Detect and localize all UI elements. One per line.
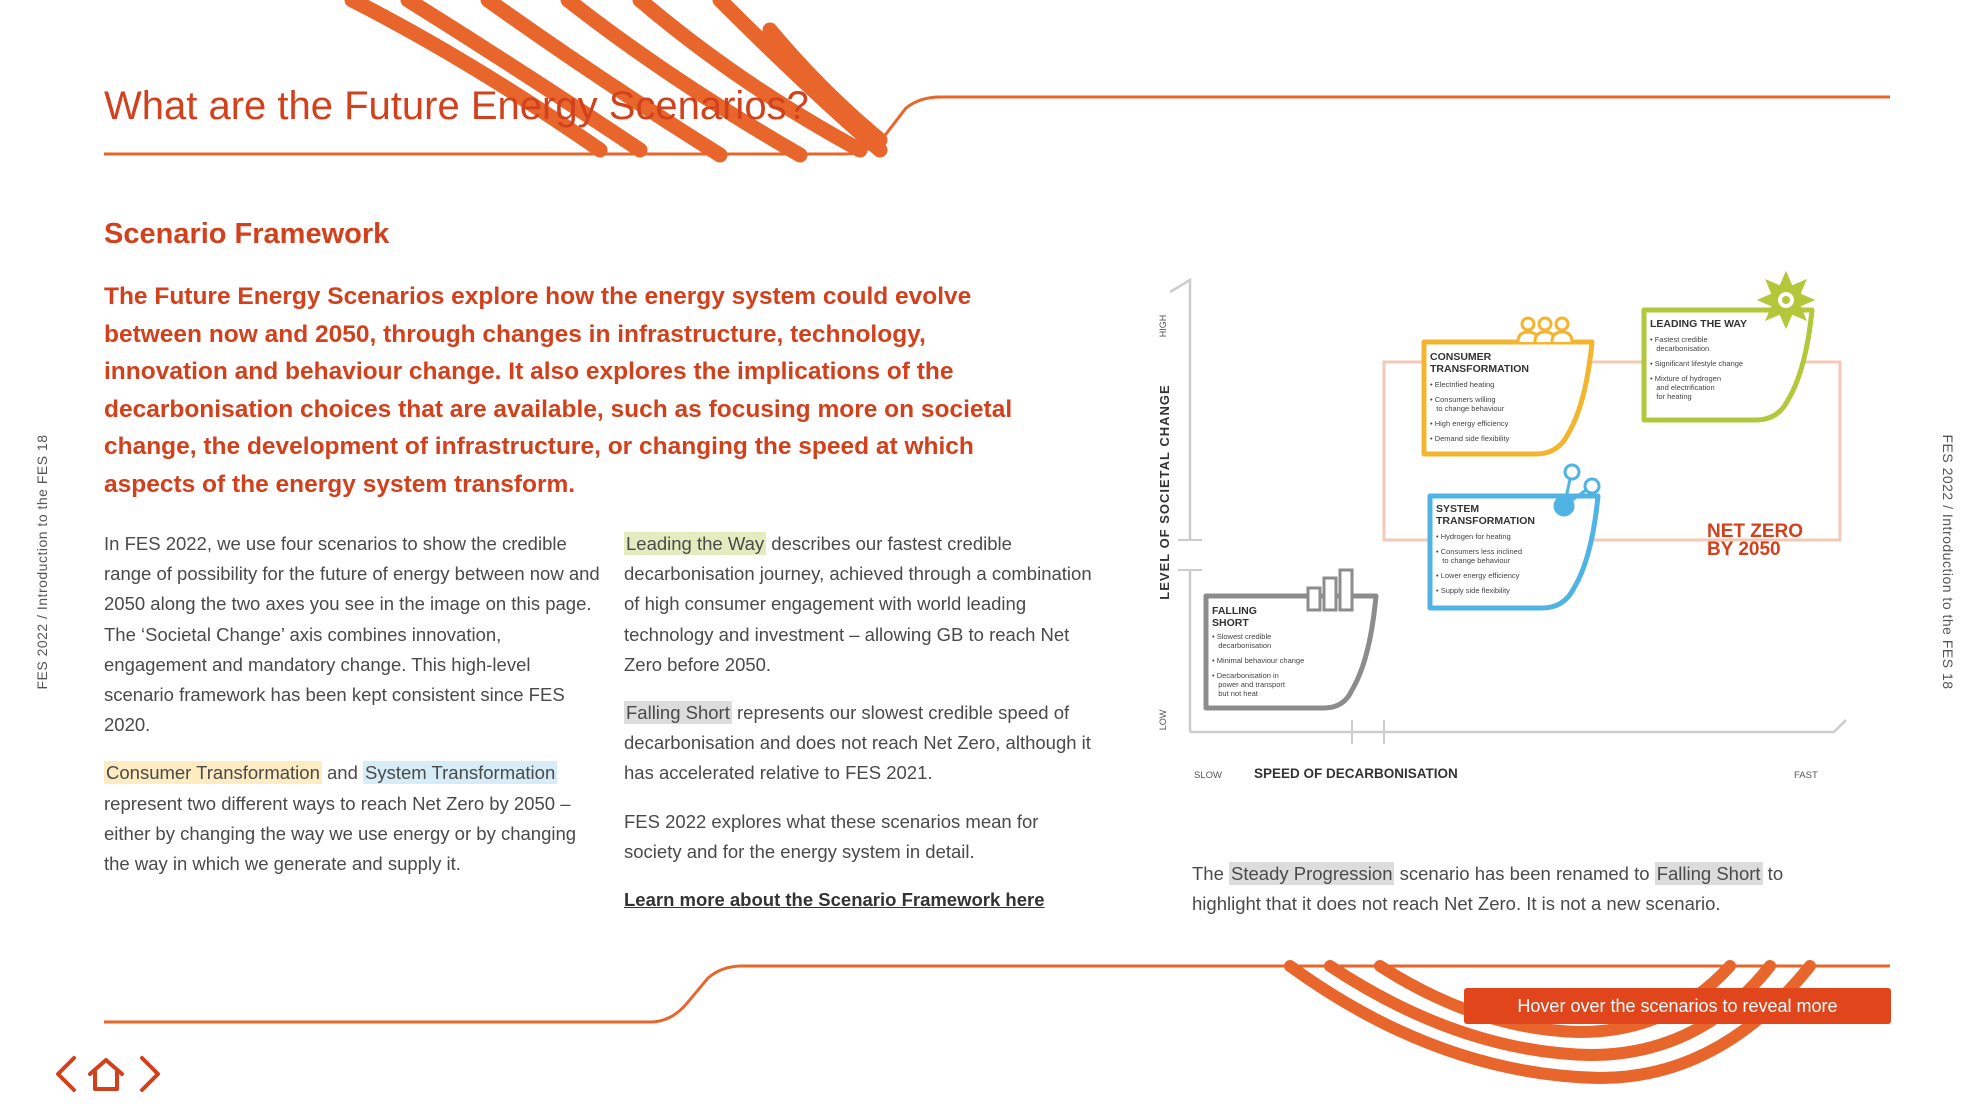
hover-reveal-button[interactable]: Hover over the scenarios to reveal more [1464,988,1891,1024]
x-axis [1190,720,1846,732]
scenario-falling-short[interactable] [1206,570,1376,708]
section-heading: Scenario Framework [104,218,390,250]
highlight-steady-progression[interactable]: Steady Progression [1231,863,1393,884]
highlight-falling-short[interactable]: Falling Short [626,702,730,724]
scenario-framework-link[interactable]: Learn more about the Scenario Framework here [624,889,1045,911]
y-high-label: HIGH [1158,314,1168,338]
y-low-label: LOW [1158,709,1168,731]
left-paragraph-2 [104,758,604,879]
note-mid: scenario has been renamed to [1394,863,1655,884]
falling-short-title-1: FALLING [1212,605,1257,617]
consumer-transformation-bullet: • Consumers willing [1430,395,1496,404]
rename-note [1192,859,1832,919]
leading-the-way-bullet: and electrification [1650,383,1715,392]
side-label-left [18,414,66,710]
left-paragraph-1: In FES 2022, we use four scenarios to show the credible range of possibility for the future of energy between now and 2050 along the two axes you see in the image on this page. The ‘Societal Change’ axis combines innovation, engagement and mandatory change. This high-level scenario framework has been kept consistent since FES 2020. [104,533,600,736]
leading-the-way-bullet: • Fastest credible [1650,335,1708,344]
consumer-transformation-title-2: TRANSFORMATION [1430,363,1529,375]
system-transformation-bullet: • Lower energy efficiency [1436,571,1520,580]
left-paragraph-2-rest: represent two different ways to reach Net Zero by 2050 – either by changing the way we use energy or by changing the way in which we generate and supply it. [104,792,577,875]
system-transformation-bullet: • Supply side flexibility [1436,586,1510,595]
note-post: to highlight that it does not reach Net Zero. It is not a new scenario. [1192,863,1784,915]
falling-short-bullet: • Minimal behaviour change [1212,656,1305,665]
right-paragraph-1-rest: describes our fastest credible decarbonisation journey, achieved through a combination of high consumer engagement with world leading technology and investment – allowing GB to reach Net Zero before 2050. [624,533,1092,675]
right-paragraph-2-rest: represents our slowest credible speed of decarbonisation and does not reach Net Zero, although it has accelerated relative to FES 2021. [624,702,1091,784]
system-transformation-bullet: to change behaviour [1436,556,1511,565]
leading-the-way-bullet: • Significant lifestyle change [1650,359,1744,368]
falling-short-title-2: SHORT [1212,617,1249,629]
falling-short-bullet: • Decarbonisation in [1212,671,1279,680]
falling-short-bullet: power and transport [1212,680,1285,689]
consumer-transformation-title-1: CONSUMER [1430,351,1492,363]
net-zero-label-line1: NET ZERO [1707,521,1804,542]
scenario-system-transformation[interactable] [1430,465,1599,608]
falling-short-bullet: decarbonisation [1212,641,1272,650]
leading-the-way-title: LEADING THE WAY [1650,318,1748,330]
leading-the-way-bullet: for heating [1650,392,1692,401]
leading-the-way-bullet: • Mixture of hydrogen [1650,374,1721,383]
consumer-transformation-bullet: to change behaviour [1430,404,1505,413]
right-paragraph-2 [624,698,1094,789]
system-transformation-bullet: • Consumers less inclined [1436,547,1522,556]
right-paragraph-3: FES 2022 explores what these scenarios mean for society and for the energy system in detail. [624,810,1039,862]
home-icon[interactable] [84,1052,128,1096]
net-zero-label-line2: BY 2050 [1707,539,1781,560]
falling-short-bullet: but not heat [1212,689,1258,698]
highlight-consumer-transformation[interactable]: Consumer Transformation [106,762,320,784]
y-axis [1170,280,1190,732]
page-title: What are the Future Energy Scenarios? [104,84,809,128]
consumer-transformation-bullet: • Demand side flexibility [1430,434,1510,443]
people-icon [1518,318,1572,342]
text-and: and [321,762,364,784]
system-transformation-title-1: SYSTEM [1436,503,1480,515]
y-axis-label: LEVEL OF SOCIETAL CHANGE [1157,384,1172,600]
scenario-leading-the-way[interactable] [1644,272,1814,420]
top-swoosh-stripes [352,0,880,155]
right-paragraph-1 [624,529,1094,680]
x-axis-label: SPEED OF DECARBONISATION [1254,766,1458,781]
bar-chart-icon [1308,570,1352,610]
side-label-left-text: FES 2022 / Introduction to the FES 18 [34,434,50,690]
scenario-consumer-transformation[interactable] [1424,318,1592,454]
scenario-framework-diagram [1144,270,1864,790]
note-pre: The [1192,863,1230,884]
consumer-transformation-bullet: • High energy efficiency [1430,419,1509,428]
falling-short-bullet: • Slowest credible [1212,632,1272,641]
highlight-falling-short-note[interactable]: Falling Short [1656,863,1761,884]
star-burst-icon [1758,272,1814,328]
left-column [104,529,604,897]
side-label-right-text: FES 2022 / Introduction to the FES 18 [1940,434,1956,690]
leading-the-way-bullet: decarbonisation [1650,344,1710,353]
side-label-right [1924,414,1972,710]
system-transformation-bullet: • Hydrogen for heating [1436,532,1511,541]
x-fast-label: FAST [1794,770,1818,781]
lead-paragraph: The Future Energy Scenarios explore how the energy system could evolve between now and 2050, through changes in infrastructure, technology, innovation and behaviour change. It also explores the implications of the decarbonisation choices that are available, such as focusing more on societal change, the development of infrastructure, or changing the speed at which aspects of the energy system transform. [104,283,1013,498]
consumer-transformation-bullet: • Electrified heating [1430,380,1495,389]
previous-page-icon[interactable] [48,1052,86,1096]
system-transformation-title-2: TRANSFORMATION [1436,515,1535,527]
x-slow-label: SLOW [1194,770,1222,781]
right-column [624,529,1094,933]
next-page-icon[interactable] [130,1052,168,1096]
highlight-leading-the-way[interactable]: Leading the Way [626,533,765,554]
highlight-system-transformation[interactable]: System Transformation [365,762,556,784]
